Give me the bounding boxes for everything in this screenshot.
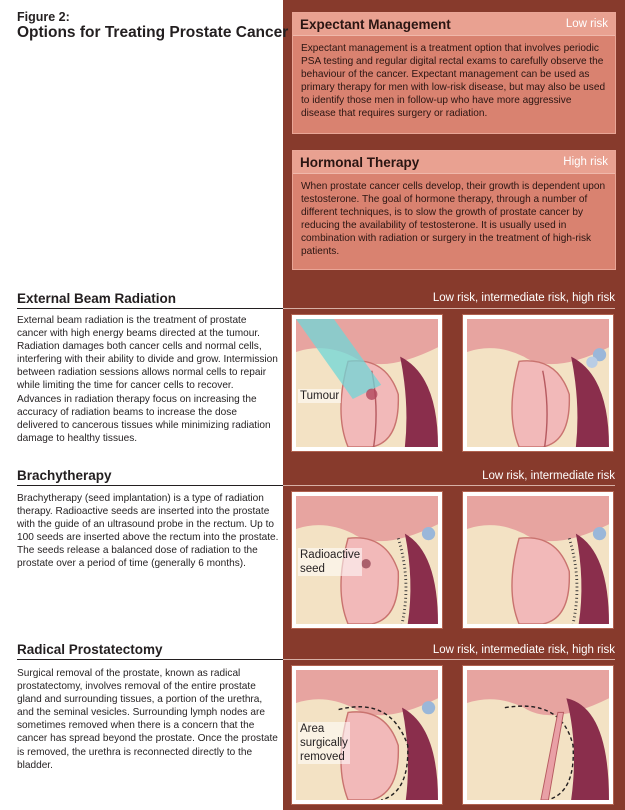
- figure-label: Figure 2:: [17, 10, 70, 24]
- section-title-brachytherapy: Brachytherapy: [17, 468, 112, 483]
- callout-line: Radioactive: [300, 549, 361, 561]
- section-divider: [17, 308, 283, 309]
- section-text: External beam radiation is the treatment of prostate cancer with high energy beams directed at the tumour. Radiation damages both cancer cells and normal cells, interfering with their ability to divide and grow. Intermission between radiation sessions allows normal cells to repair while limiting the time for cancer cells to recover. Advances in radiation therapy focus on increasing the accuracy of radiation beams to increase the dose delivered to cancerous tissues while minimizing radiation damage to healthy tissues.: [17, 315, 278, 444]
- section-divider-right: [283, 308, 615, 309]
- callout-radioactive-seed: [298, 548, 362, 576]
- section-title-external-beam: External Beam Radiation: [17, 291, 177, 306]
- section-divider: [17, 485, 283, 486]
- illustration-beam-after: [463, 315, 613, 451]
- section-divider-right: [283, 659, 615, 660]
- callout-line: seed: [300, 563, 325, 575]
- illustration-beam-before: [292, 315, 442, 451]
- box-risk-label: Low risk: [565, 18, 608, 30]
- section-text: Brachytherapy (seed implantation) is a type of radiation therapy. Radioactive seeds are inserted into the prostate with the guide of an ultrasound probe in the rectum. Up to 100 seeds are inserted above the rectum into the prostate. The seeds release a balanced dose of radiation to the prostate over a period of time (generally 6 months).: [17, 493, 279, 570]
- expectant-management-box: [292, 12, 616, 134]
- section-risk-label: Low risk, intermediate risk: [482, 470, 615, 482]
- callout-line: Area: [300, 723, 325, 735]
- callout-line: surgically: [300, 737, 348, 749]
- callout-tumour: Tumour: [300, 390, 340, 402]
- box-text: When prostate cancer cells develop, their growth is dependent upon testosterone. The goal of hormone therapy, through a number of different techniques, is to slow the growth of prostate cancer by reducing the availability of testosterone. It is usually used in combination with radiation or surgery in the treatment of high-risk patients.: [301, 181, 606, 257]
- figure-title: Options for Treating Prostate Cancer: [17, 24, 289, 41]
- section-risk-label: Low risk, intermediate risk, high risk: [432, 292, 615, 304]
- box-header: [293, 13, 615, 36]
- section-risk-label: Low risk, intermediate risk, high risk: [432, 644, 615, 656]
- box-text: Expectant management is a treatment option that involves periodic PSA testing and regular digital rectal exams to carefully observe the behaviour of the cancer. Expectant management can be used as primary therapy for men with low-risk disease, but may also be used to identify those men in follow-up who have more aggressive disease that requires surgery or radiation.: [301, 43, 606, 119]
- illustration-prostatectomy-after: [463, 666, 613, 804]
- box-risk-label: High risk: [563, 156, 608, 168]
- box-title: Hormonal Therapy: [300, 154, 420, 170]
- section-title-radical-prostatectomy: Radical Prostatectomy: [17, 642, 163, 657]
- hormonal-therapy-box: [292, 150, 616, 270]
- section-text: Surgical removal of the prostate, known as radical prostatectomy, involves removal of the entire prostate gland and surrounding tissues, a portion of the urethra, and the seminal vesicles. Surrounding lymph nodes are sometimes removed when there is a concern that the cancer has spread beyond the prostate. Once the prostate is removed, the urethra is reconnected directly to the bladder.: [17, 668, 278, 771]
- section-divider-right: [283, 485, 615, 486]
- callout-area-surgically-removed: [298, 722, 350, 764]
- illustration-brachy-after: [463, 492, 613, 628]
- box-header: [293, 151, 615, 174]
- box-title: Expectant Management: [300, 16, 451, 32]
- section-divider: [17, 659, 283, 660]
- callout-line: removed: [300, 751, 345, 763]
